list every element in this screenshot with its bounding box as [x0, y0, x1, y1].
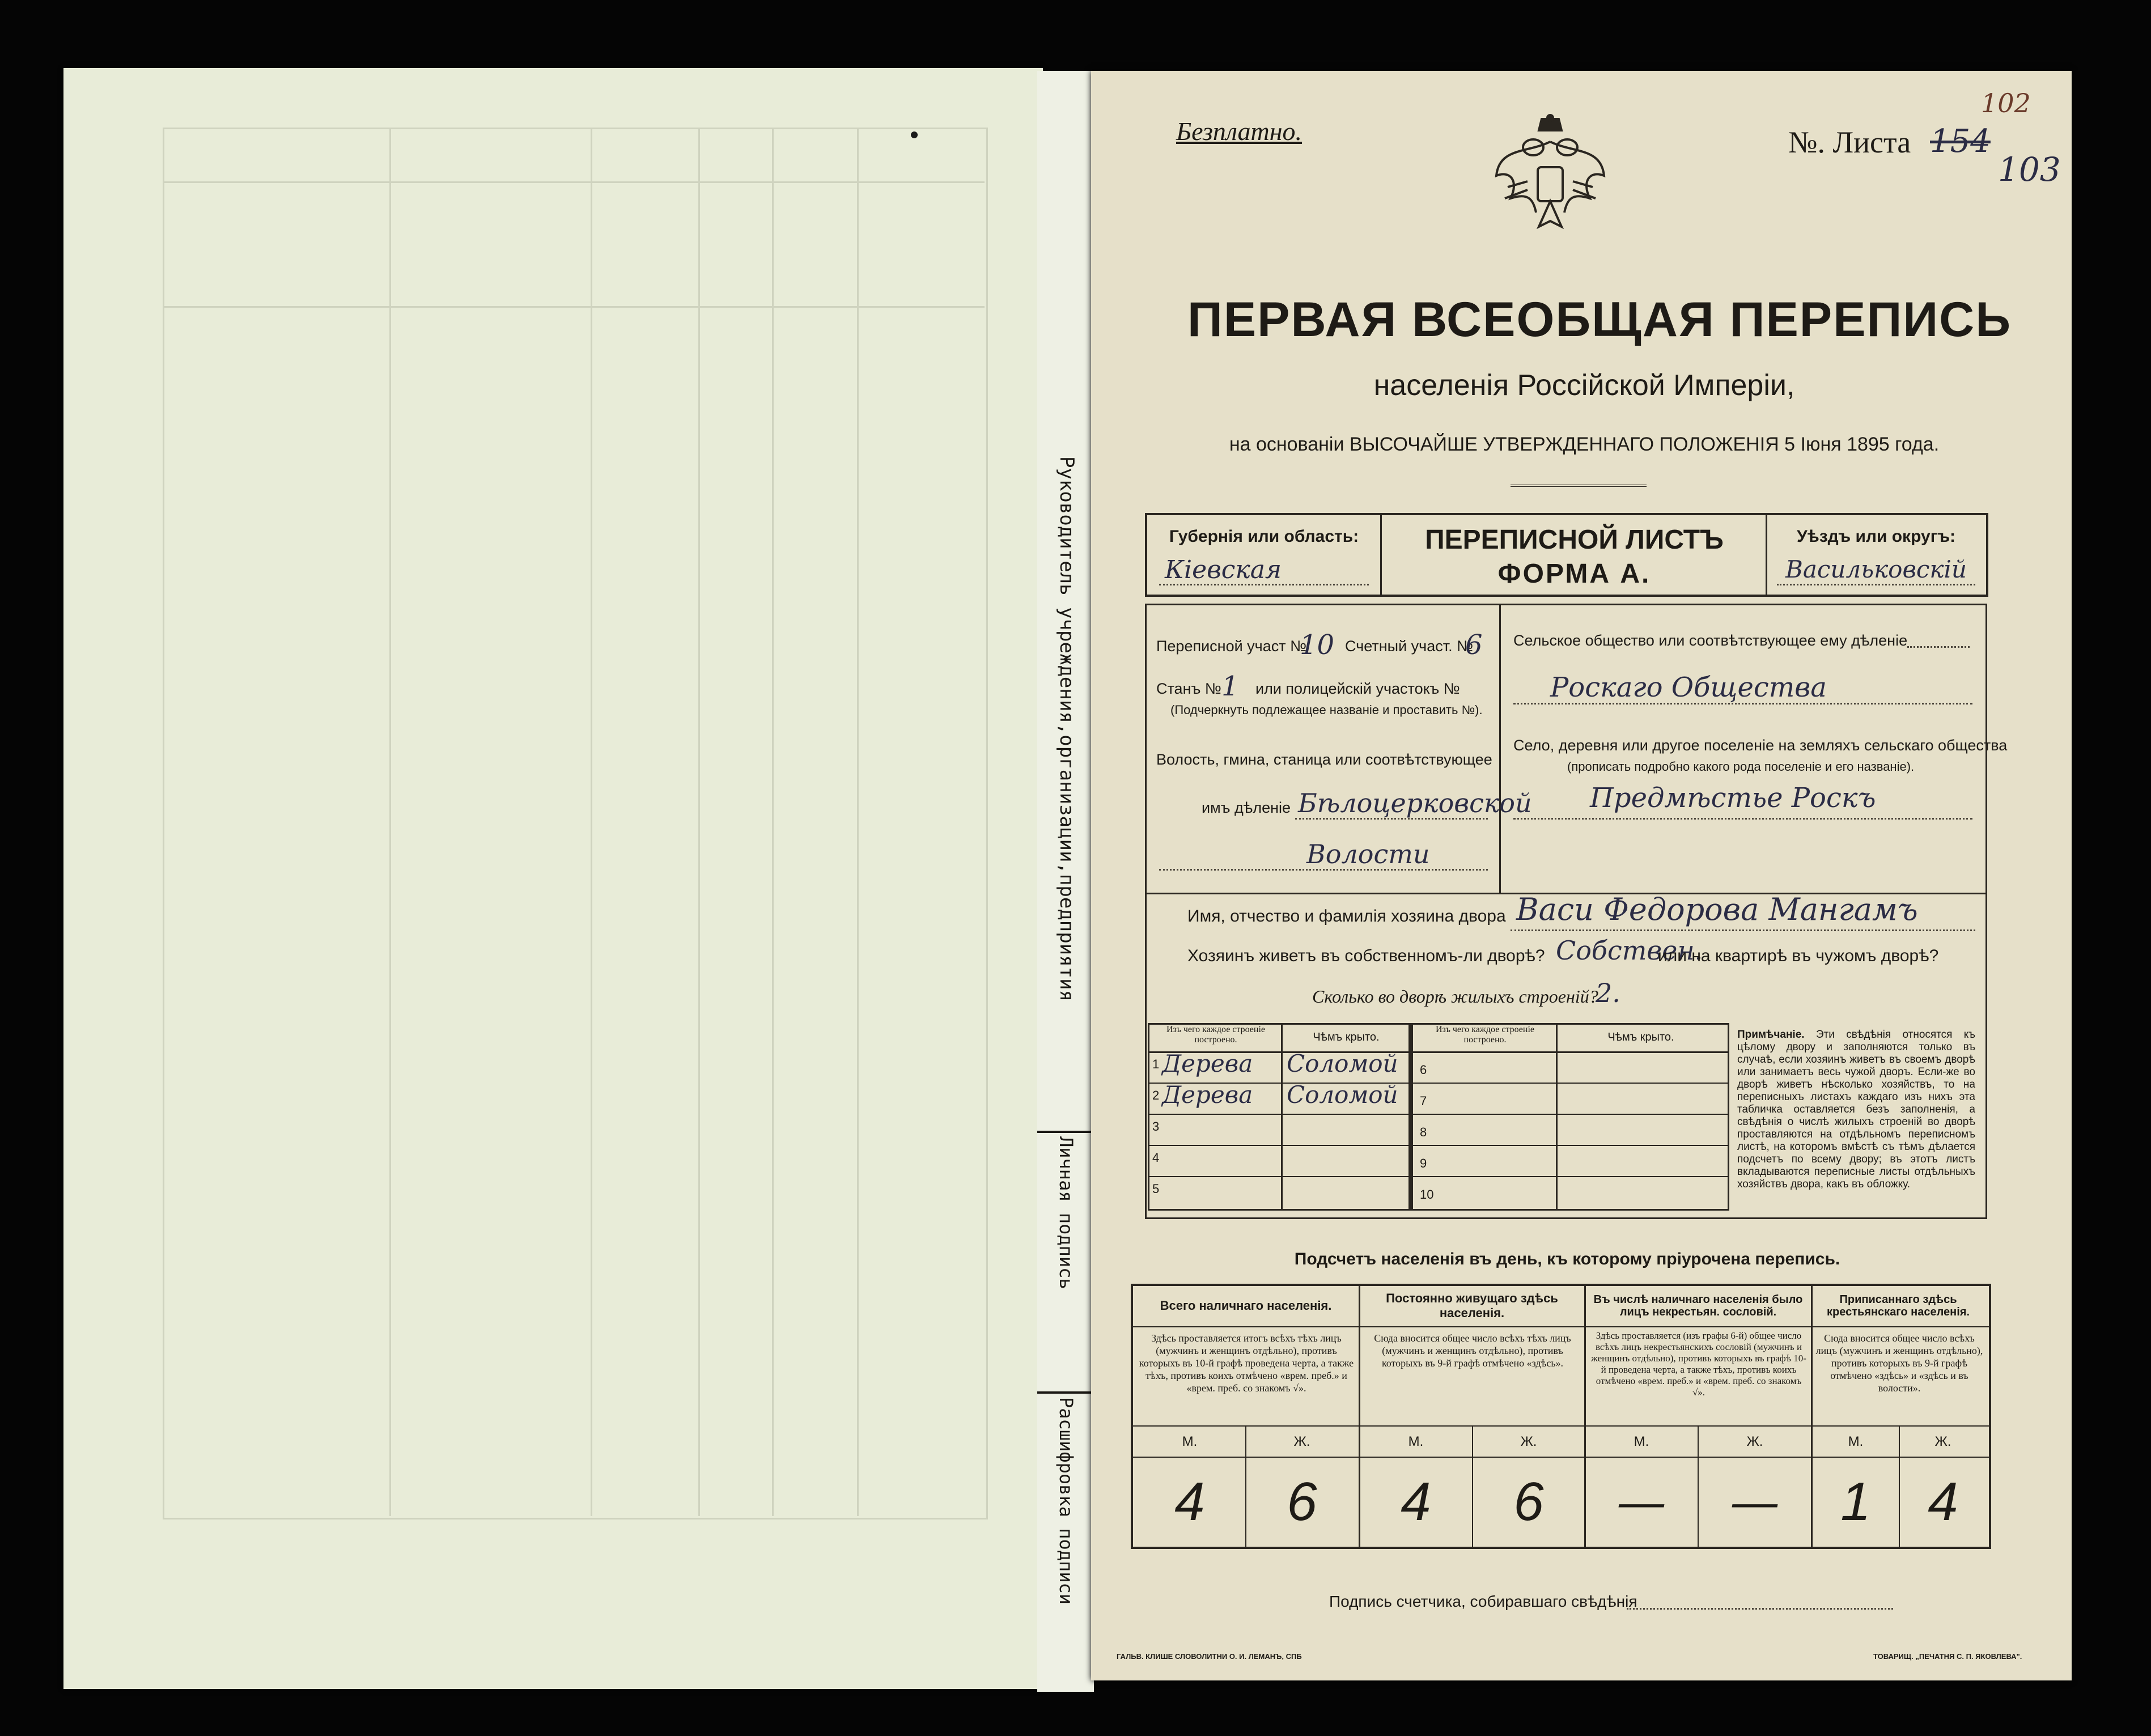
- pop-m-label: М.: [1848, 1434, 1864, 1449]
- counting-section-label: Счетный участ. №: [1345, 638, 1474, 655]
- divider: [1499, 604, 1501, 893]
- pop-col-title: Постоянно живущаго здѣсь населенія.: [1386, 1291, 1558, 1320]
- stamp-strip: [1037, 71, 1094, 1692]
- ghost-col: [591, 128, 592, 1516]
- sub-col-line: [1698, 1425, 1699, 1549]
- left-page: [63, 68, 1043, 1689]
- volost-line-2: [1159, 869, 1488, 871]
- note-heading: Примѣчаніе.: [1737, 1029, 1805, 1041]
- sub-col-line: [1472, 1425, 1473, 1549]
- society-value: Роскаго Общества: [1550, 672, 1827, 703]
- pop-f-label: Ж.: [1934, 1434, 1951, 1449]
- row-number: 8: [1420, 1125, 1427, 1139]
- row-line: [1131, 1326, 1991, 1327]
- stan-value: 1: [1221, 670, 1239, 702]
- volost-value-2: Волости: [1306, 839, 1430, 869]
- pop-total-f: 6: [1287, 1471, 1317, 1532]
- sub-col-line: [1899, 1425, 1900, 1549]
- ink-dot: [911, 131, 918, 138]
- signature-line: [1037, 1131, 1094, 1133]
- row-number: 7: [1420, 1094, 1427, 1108]
- population-heading: Подсчетъ населенія въ день, къ которому пріурочена перепись.: [1294, 1250, 1840, 1268]
- col-line: [1556, 1023, 1558, 1209]
- decode-line: [1037, 1391, 1094, 1394]
- col-roof-header: Чѣмъ крыто.: [1313, 1030, 1380, 1043]
- form-title: ПЕРЕПИСНОЙ ЛИСТЪ: [1425, 525, 1724, 555]
- police-note: (Подчеркнуть подлежащее названіе и проставить №).: [1170, 703, 1483, 717]
- row-number: 6: [1420, 1063, 1427, 1077]
- province-line: [1159, 584, 1369, 585]
- row-line: [1148, 1145, 1728, 1146]
- double-headed-eagle-icon: [1494, 113, 1607, 255]
- province-value: Кіевская: [1165, 555, 1282, 584]
- personal-signature-label: Личная подпись: [1055, 1136, 1077, 1289]
- sheet-number-new: 103: [1998, 150, 2061, 189]
- divider: [1380, 513, 1382, 597]
- pop-col-desc: Сюда вносится общее число всѣхъ тѣхъ лицъ (мужчинъ и женщинъ отдѣльно), противъ которыхъ въ 9-й графѣ отмѣчено «здѣсь».: [1374, 1332, 1571, 1369]
- volost-value-1: Бѣлоцерковской: [1298, 788, 1532, 818]
- divider: [1766, 513, 1767, 597]
- row-line: [1131, 1425, 1991, 1427]
- pop-total-m: 4: [1174, 1471, 1205, 1532]
- village-value: Предмѣстье Роскъ: [1590, 782, 1876, 814]
- col-line: [1811, 1284, 1813, 1549]
- pop-peasant-f: 4: [1928, 1471, 1958, 1532]
- sheet-number-top: 102: [1981, 88, 2031, 118]
- pop-col-title: Всего наличнаго населенія.: [1160, 1298, 1332, 1313]
- ghost-col: [698, 128, 700, 1516]
- owner-value: Васи Федорова Мангамъ: [1516, 892, 1918, 927]
- district-value: Васильковскій: [1785, 555, 1967, 583]
- col-material-header-2: Изъ чего каждое строеніе построено.: [1435, 1025, 1534, 1045]
- row-roof: Соломой: [1287, 1081, 1398, 1109]
- pop-m-label: М.: [1634, 1434, 1649, 1449]
- sheet-number-crossed: 154: [1930, 123, 1991, 160]
- pop-col-desc: Здѣсь проставляется (изъ графы 6-й) общее число всѣхъ лицъ некрестьянскихъ сословій (мужчинъ и женщинъ отдѣльно), противъ которыхъ въ графѣ 10-й проведена черта, а также тѣхъ, противъ коихъ отмѣчено «врем. преб.» и «врем. преб. со знакомъ √».: [1591, 1330, 1806, 1398]
- volost-label-2: имъ дѣленіе: [1202, 799, 1291, 816]
- ghost-col: [772, 128, 774, 1516]
- row-line: [1131, 1457, 1991, 1458]
- pop-m-label: М.: [1182, 1434, 1198, 1449]
- col-line-double: [1408, 1023, 1413, 1209]
- village-note: (прописать подробно какого рода поселеніе и его названіе).: [1567, 759, 1915, 774]
- pop-f-label: Ж.: [1520, 1434, 1537, 1449]
- row-number: 3: [1152, 1119, 1160, 1134]
- col-line: [1359, 1284, 1360, 1549]
- lives-label-1: Хозяинъ живетъ въ собственномъ-ли дворѣ?: [1187, 946, 1545, 965]
- lives-value: Собствен.: [1556, 935, 1703, 966]
- free-label: Безплатно.: [1176, 117, 1303, 146]
- ornament-divider: [1511, 485, 1647, 487]
- census-section-value: 10: [1300, 629, 1335, 661]
- province-label: Губернія или область:: [1169, 527, 1359, 546]
- village-label: Село, деревня или другое поселеніе на земляхъ сельскаго общества: [1513, 737, 2008, 754]
- signature-label: Подпись счетчика, собиравшаго свѣдѣнія: [1329, 1593, 1637, 1610]
- basis-line: на основаніи ВЫСОЧАЙШЕ УТВЕРЖДЕННАГО ПОЛОЖЕНІЯ 5 Іюня 1895 года.: [1229, 434, 1940, 455]
- row-number: 1: [1152, 1057, 1160, 1071]
- village-line: [1513, 818, 1972, 820]
- pop-col-desc: Здѣсь проставляется итогъ всѣхъ тѣхъ лицъ (мужчинъ и женщинъ отдѣльно), противъ которыхъ въ 10-й графѣ проведена черта, а также тѣхъ, противъ коихъ отмѣчено «врем. преб.» и «врем. преб. со знакомъ √».: [1139, 1332, 1354, 1394]
- sub-col-line: [1245, 1425, 1246, 1549]
- row-number: 10: [1420, 1187, 1434, 1202]
- printer-left: ГАЛЬВ. КЛИШЕ СЛОВОЛИТНИ О. И. ЛЕМАНЪ, СПБ: [1117, 1652, 1302, 1661]
- lives-label-2: или на квартирѣ въ чужомъ дворѣ?: [1658, 946, 1939, 965]
- note-block: [1737, 1029, 1975, 1191]
- census-section-label: Переписной участ №: [1156, 638, 1307, 655]
- sheet-number-label: №. Листа: [1788, 125, 1911, 159]
- pop-resident-f: 6: [1513, 1471, 1544, 1532]
- society-value-line: [1513, 703, 1972, 704]
- owner-line: [1511, 929, 1975, 931]
- subtitle: населенія Россійской Имперіи,: [1373, 369, 1795, 402]
- pop-nonpeasant-m: —: [1619, 1476, 1664, 1527]
- printer-right: ТОВАРИЩ. „ПЕЧАТНЯ С. П. ЯКОВЛЕВА".: [1873, 1652, 2022, 1661]
- volost-label-1: Волость, гмина, станица или соотвѣтствующее: [1156, 751, 1492, 768]
- pop-col-title: Въ числѣ наличнаго населенія было лицъ некрестьян. сословій.: [1593, 1293, 1803, 1318]
- row-material: Дерева: [1162, 1050, 1253, 1077]
- note-text: Эти свѣдѣнія относятся къ цѣлому двору и заполняются только въ случаѣ, если хозяинъ живетъ въ своемъ дворѣ или занимаетъ весь чужой дворъ. Если-же во дворѣ живетъ нѣсколько хозяйствъ, то на переписныхъ листахъ каждаго изъ нихъ эта табличка оставляется безъ заполненія, а свѣдѣнія о числѣ жилыхъ строеній во дворѣ проставляются на отдѣльномъ переписномъ листѣ, на которомъ вмѣстѣ съ тѣмъ дѣлается подсчетъ по всему двору; въ этотъ листъ вкладываются переписные листы отдѣльныхъ хозяйствъ двора, какъ въ обложку.: [1737, 1029, 1975, 1190]
- district-line: [1777, 584, 1975, 585]
- society-label: Сельское общество или соотвѣтствующее ему дѣленіе: [1513, 632, 1908, 649]
- col-material-header: Изъ чего каждое строеніе построено.: [1166, 1025, 1265, 1045]
- col-roof-header-2: Чѣмъ крыто.: [1607, 1030, 1674, 1043]
- pop-m-label: М.: [1408, 1434, 1424, 1449]
- row-material: Дерева: [1162, 1081, 1253, 1109]
- row-number: 2: [1152, 1088, 1160, 1102]
- buildings-value: 2.: [1596, 978, 1620, 1008]
- pop-resident-m: 4: [1401, 1471, 1431, 1532]
- col-line: [1281, 1023, 1283, 1209]
- owner-label: Имя, отчество и фамилія хозяина двора: [1187, 907, 1506, 926]
- form-subtitle: ФОРМА А.: [1497, 559, 1651, 589]
- pop-col-desc: Сюда вносится общее число всѣхъ лицъ (мужчинъ и женщинъ отдѣльно), противъ которыхъ въ 9-й графѣ отмѣчено «здѣсь» и «здѣсь и въ волости».: [1815, 1332, 1983, 1394]
- census-form-page: [1091, 71, 2072, 1680]
- volost-line: [1295, 818, 1488, 820]
- row-number: 4: [1152, 1151, 1160, 1165]
- police-label: или полицейскій участокъ №: [1255, 680, 1460, 697]
- buildings-label: Сколько во дворѣ жилыхъ строеній?: [1312, 986, 1598, 1007]
- main-title: ПЕРВАЯ ВСЕОБЩАЯ ПЕРЕПИСЬ: [1187, 292, 2012, 347]
- ghost-table: [163, 128, 988, 1519]
- ghost-row: [163, 306, 985, 308]
- society-line: [1907, 646, 1970, 648]
- signature-line: [1627, 1608, 1893, 1610]
- district-label: Уѣздъ или округъ:: [1796, 527, 1956, 546]
- ghost-col: [857, 128, 859, 1516]
- row-number: 9: [1420, 1156, 1427, 1170]
- pop-nonpeasant-f: —: [1732, 1476, 1777, 1527]
- col-line: [1584, 1284, 1586, 1549]
- ghost-col: [389, 128, 391, 1516]
- ghost-row: [163, 181, 985, 183]
- counting-section-value: 6: [1465, 629, 1483, 661]
- row-line: [1148, 1176, 1728, 1177]
- row-roof: Соломой: [1287, 1050, 1398, 1077]
- pop-peasant-m: 1: [1840, 1471, 1871, 1532]
- row-line: [1148, 1114, 1728, 1115]
- pop-f-label: Ж.: [1746, 1434, 1763, 1449]
- signature-decode-label: Расшифровка подписи: [1055, 1397, 1077, 1605]
- pop-col-title: Приписаннаго здѣсь крестьянскаго населенія.: [1826, 1293, 1970, 1318]
- stan-label: Станъ №: [1156, 680, 1221, 697]
- pop-f-label: Ж.: [1293, 1434, 1310, 1449]
- row-number: 5: [1152, 1182, 1160, 1196]
- head-of-institution-label: Руководитель учреждения,организации,предприятия: [1055, 456, 1078, 1002]
